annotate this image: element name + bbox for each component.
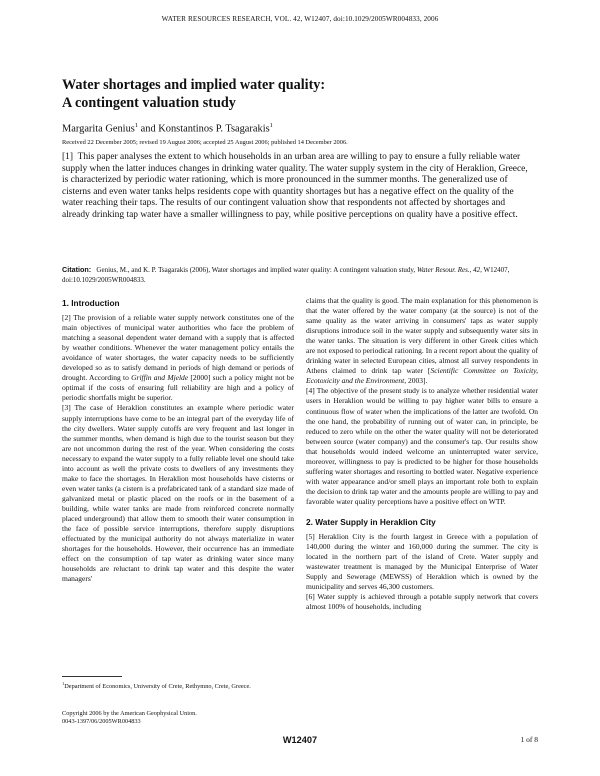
- para-2-tag: [2]: [62, 313, 71, 323]
- para-3-tag: [3]: [62, 403, 71, 413]
- paragraph-3: [62, 403, 294, 584]
- right-column: [306, 296, 538, 612]
- footnote-text: Department of Economics, University of Crete, Rethymno, Crete, Greece.: [64, 683, 251, 691]
- section-1-heading: 1. Introduction: [62, 298, 120, 308]
- para-2-text-a: The provision of a reliable water supply network constitutes one of the main objectives of municipal water authorities who face the problem of matching a seasonal dependent water demand with a supply that is affected by weather conditions. Whenever the water management policy entails the avoidance of water shortages, the water capacity needs to be sufficiently developed so as to satisfy demand in periods of high demand or periods of drought. According to: [62, 313, 294, 383]
- copyright-line-1: Copyright 2006 by the American Geophysical Union.: [62, 710, 197, 717]
- para-3-text: The case of Heraklion constitutes an example where periodic water supply interruptions have come to be an integral part of the everyday life of the city dwellers. Water supply cutoffs are very frequent and last longer in the summer months, when demand is high due to the tourist season but they are not uncommon during the rest of the year. When considering the costs necessary to expand the water supply to a fully reliable level one should take into account as well the private costs to dwellers of any investments they make to face the shortages. In Heraklion most households have cisterns or even water tanks (a cistern is a prefabricated tank of a standard size made of galvanized metal or plastic placed on the roofs or in the basement of a building, while water tanks are made from reinforced concrete normally placed underground) that allow them to smooth their water consumption in the face of possible service interruptions, therefore supply disruptions effectuated by the municipal authority do not always materialize in water shortages for the households. However, their occurrence has an immediate effect on the consumption of tap water as drinking water since many households are reluctant to drink tap water and this despite the water managers': [62, 403, 294, 584]
- abstract: [62, 152, 530, 222]
- paragraph-3-continued: [306, 296, 538, 386]
- author-2-affil: 1: [269, 122, 273, 129]
- para-5-tag: [5]: [306, 532, 315, 542]
- title-line-2: A contingent valuation study: [62, 95, 236, 111]
- author-2: Konstantinos P. Tsagarakis: [158, 123, 270, 135]
- citation-text-b: W12407, doi:10.1029/2005WR004833.: [62, 266, 510, 285]
- para-3-ref: Scientific Committee on Toxicity, Ecotoxicity and the Environment: [306, 366, 538, 386]
- citation-journal: Water Resour. Res., 42,: [416, 266, 482, 274]
- paragraph-4: [306, 386, 538, 507]
- citation-text-a: Genius, M., and K. P. Tsagarakis (2006), Water shortages and implied water quality: A contingent valuation study,: [96, 266, 416, 274]
- paragraph-6: [306, 592, 538, 612]
- abstract-text: This paper analyses the extent to which households in an urban area are willing to pay to ensure a fully reliable water supply when the latter induces changes in drinking water quality. The water supply system in the city of Heraklion, Greece, is characterized by periodic water rationing, which is more pronounced in the summer months. The generalized use of cisterns and even water tanks helps residents cope with quantity shortages but has a negative effect on the quality of the water reaching their taps. The results of our contingent valuation show that respondents not affected by shortages and already drinking tap water have a smaller willingness to pay, while positive perceptions on quality have a positive effect.: [62, 152, 528, 220]
- para-2-ref: Griffin and Mjelde: [131, 373, 189, 383]
- section-2-heading: 2. Water Supply in Heraklion City: [306, 516, 436, 527]
- affiliation-footnote: [62, 680, 297, 692]
- paragraph-5: [306, 532, 538, 592]
- para-6-text: Water supply is achieved through a potable supply network that covers almost 100% of households, including: [306, 592, 538, 612]
- author-conjunction: and: [138, 123, 159, 135]
- paper-title: [62, 76, 542, 112]
- para-2-text-b: [2000] such a policy might not be optimal if the costs of ensuring full reliability are high and a policy of periodic shortfalls might be superior.: [62, 373, 295, 403]
- paragraph-2: [62, 313, 294, 403]
- page-number: 1 of 8: [520, 735, 538, 744]
- abstract-para-tag: [1]: [62, 152, 74, 162]
- para-3-end: , 2003].: [404, 376, 428, 386]
- author-1-affil: 1: [134, 122, 139, 129]
- para-4-text: The objective of the present study is to analyze whether residential water users in Heraklion would be willing to pay higher water bills to ensure a continuous flow of water when the implications of the latter are twofold. On the one hand, the probability of running out of water can, in principle, be reduced to zero while on the other the water quality will not be deteriorated between source (water company) and the consumer's tap. Our results show that households would indeed welcome an uninterrupted water service, moreover, willingness to pay is predicted to be higher for those households suffering water shortages and resorting to bottled water. Negative experience with water appearance and/or smell plays an important role both to explain the decision to drink tap water and the amounts people are willing to pay and favorable water quality perceptions have a positive effect on WTP.: [306, 386, 538, 506]
- journal-header: WATER RESOURCES RESEARCH, VOL. 42, W12407, doi:10.1029/2005WR004833, 2006: [161, 15, 439, 23]
- footnote-marker: 1: [62, 681, 65, 686]
- para-3-cont-text: claims that the quality is good. The main explanation for this phenomenon is that the water offered by the water company (at the source) is not of the same quality as the water arriving in consumers' taps as water supply disruptions introduce soil in the water supply and subsequently water sits in the water tanks. The situation is very different in other Greek cities which are not exposed to periodical rationing. In a recent report about the quality of drinking water in selected European cities, almost all survey respondents in Athens claimed to drink tap water [: [306, 296, 538, 376]
- para-6-tag: [6]: [306, 592, 315, 602]
- title-line-1: Water shortages and implied water quality:: [62, 77, 326, 93]
- citation-label: Citation:: [62, 265, 92, 274]
- article-id-footer: W12407: [282, 735, 318, 745]
- copyright-notice: [62, 710, 297, 727]
- citation: [62, 265, 532, 286]
- received-dates: Received 22 December 2005; revised 19 August 2006; accepted 25 August 2006; published 14 December 2006.: [62, 139, 348, 146]
- left-column: [62, 296, 294, 584]
- para-4-tag: [4]: [306, 386, 315, 396]
- author-list: [62, 122, 273, 134]
- copyright-line-2: 0043-1397/06/2005WR004833: [62, 718, 141, 726]
- footnote-divider: [62, 676, 122, 677]
- author-1: Margarita Genius: [62, 123, 135, 135]
- para-5-text: Heraklion City is the fourth largest in Greece with a population of 140,000 during the winter and 160,000 during the summer. The city is located in the northern part of the island of Crete. Water supply and wastewater treatment is managed by the Municipal Enterprise of Water Supply and Sewerage (MEWSS) of Heraklion which is owned by the municipality and serves 46,300 customers.: [306, 532, 538, 592]
